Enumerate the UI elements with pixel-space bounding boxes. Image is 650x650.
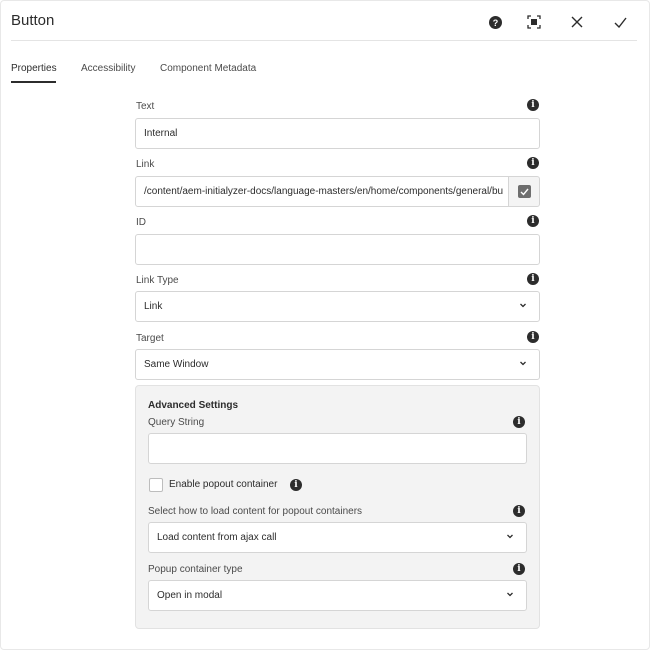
link-field-label: Link	[136, 159, 155, 170]
text-field[interactable]: Internal	[135, 118, 540, 149]
target-label: Target	[136, 333, 164, 344]
info-icon[interactable]: i	[290, 479, 302, 491]
info-icon[interactable]: i	[527, 215, 539, 227]
help-button[interactable]	[484, 11, 506, 33]
chevron-down-icon	[519, 359, 527, 367]
advanced-settings-title: Advanced Settings	[148, 400, 239, 411]
close-icon	[571, 16, 583, 28]
path-picker-icon	[518, 185, 531, 198]
info-icon[interactable]: i	[527, 273, 539, 285]
done-button[interactable]	[609, 11, 631, 33]
fullscreen-icon	[527, 15, 541, 29]
info-icon[interactable]: i	[527, 157, 539, 169]
tab-component-metadata[interactable]: Component Metadata	[160, 63, 257, 74]
info-icon[interactable]: i	[513, 505, 525, 517]
tab-properties[interactable]: Properties	[11, 63, 57, 74]
help-icon	[489, 16, 502, 29]
info-icon[interactable]: i	[513, 416, 525, 428]
dialog-header	[1, 1, 650, 41]
svg-text:?: ?	[492, 17, 498, 28]
load-content-label: Select how to load content for popout containers	[148, 506, 363, 517]
checkmark-icon	[614, 17, 627, 28]
active-tab-indicator	[11, 81, 56, 83]
popup-type-select[interactable]	[148, 580, 527, 611]
close-button[interactable]	[566, 11, 588, 33]
path-picker-button[interactable]	[509, 176, 540, 207]
dialog-title: Button	[11, 12, 55, 29]
popup-type-label: Popup container type	[148, 564, 243, 575]
link-type-label: Link Type	[136, 275, 179, 286]
info-icon[interactable]: i	[527, 331, 539, 343]
load-content-value: Load content from ajax call	[157, 532, 277, 543]
target-select[interactable]	[135, 349, 540, 380]
id-field[interactable]	[135, 234, 540, 265]
id-field-label: ID	[136, 217, 146, 228]
link-type-value: Link	[144, 301, 163, 312]
chevron-down-icon	[506, 532, 514, 540]
link-type-select[interactable]	[135, 291, 540, 322]
info-icon[interactable]: i	[513, 563, 525, 575]
query-string-field[interactable]	[148, 433, 527, 464]
popup-type-value: Open in modal	[157, 590, 223, 601]
header-divider	[11, 40, 637, 41]
chevron-down-icon	[506, 590, 514, 598]
fullscreen-button[interactable]	[523, 11, 545, 33]
tab-accessibility[interactable]: Accessibility	[81, 63, 136, 74]
popout-checkbox[interactable]	[149, 478, 163, 492]
info-icon[interactable]: i	[527, 99, 539, 111]
text-field-label: Text	[136, 101, 155, 112]
link-path-field[interactable]: /content/aem-initialyzer-docs/language-masters/en/home/components/general/bu	[135, 176, 509, 207]
target-value: Same Window	[144, 359, 209, 370]
load-content-select[interactable]	[148, 522, 527, 553]
query-string-label: Query String	[148, 417, 205, 428]
popout-checkbox-label[interactable]: Enable popout container	[169, 479, 278, 490]
chevron-down-icon	[519, 301, 527, 309]
